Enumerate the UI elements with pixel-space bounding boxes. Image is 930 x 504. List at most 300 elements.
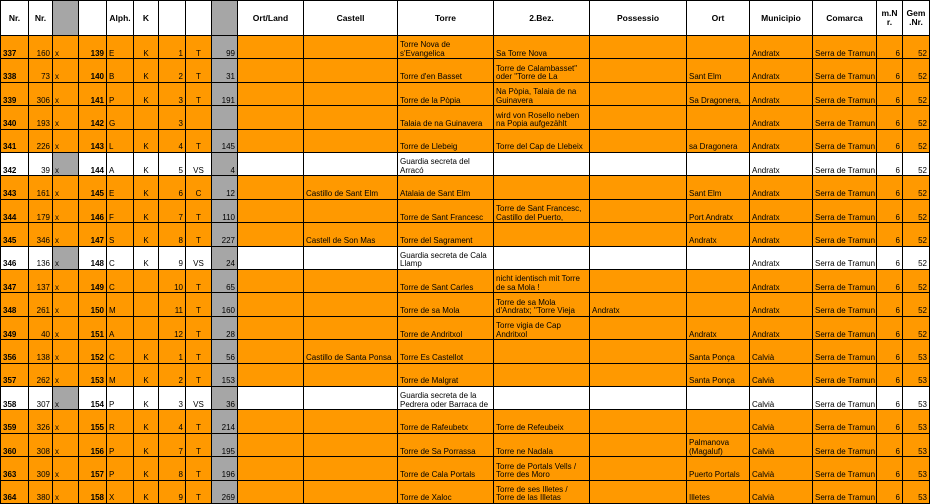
cell-torre[interactable] bbox=[398, 153, 494, 176]
cell-seq[interactable] bbox=[159, 481, 186, 504]
cell-nr-b[interactable] bbox=[29, 410, 53, 433]
header-ort-land[interactable] bbox=[238, 0, 304, 36]
cell-alph[interactable] bbox=[107, 153, 134, 176]
header-castell[interactable] bbox=[304, 0, 398, 36]
cell-type[interactable] bbox=[186, 457, 212, 480]
cell-k[interactable] bbox=[134, 481, 159, 504]
cell-torre[interactable] bbox=[398, 130, 494, 153]
cell-comarca[interactable] bbox=[813, 270, 877, 293]
cell-mark-a[interactable] bbox=[53, 176, 79, 199]
cell-nr-a[interactable] bbox=[0, 270, 29, 293]
header-municipio[interactable] bbox=[750, 0, 813, 36]
cell-type[interactable] bbox=[186, 410, 212, 433]
cell-ort[interactable] bbox=[687, 153, 750, 176]
cell-mark-b[interactable] bbox=[79, 83, 107, 106]
cell-bez2[interactable] bbox=[494, 176, 590, 199]
cell-nr-a[interactable] bbox=[0, 410, 29, 433]
cell-mnr[interactable] bbox=[877, 457, 903, 480]
cell-mnr[interactable] bbox=[877, 130, 903, 153]
cell-ort[interactable] bbox=[687, 387, 750, 410]
cell-ort-land[interactable] bbox=[238, 223, 304, 246]
cell-nr-b[interactable] bbox=[29, 340, 53, 363]
cell-castell[interactable] bbox=[304, 270, 398, 293]
cell-nr-b[interactable] bbox=[29, 317, 53, 340]
cell-code[interactable] bbox=[212, 481, 238, 504]
cell-type[interactable] bbox=[186, 223, 212, 246]
cell-code[interactable] bbox=[212, 130, 238, 153]
cell-comarca[interactable] bbox=[813, 83, 877, 106]
cell-mark-b[interactable] bbox=[79, 317, 107, 340]
cell-nr-a[interactable] bbox=[0, 153, 29, 176]
cell-mark-a[interactable] bbox=[53, 153, 79, 176]
cell-code[interactable] bbox=[212, 247, 238, 270]
cell-k[interactable] bbox=[134, 434, 159, 457]
cell-torre[interactable] bbox=[398, 270, 494, 293]
cell-ort[interactable] bbox=[687, 340, 750, 363]
header-gemnr[interactable] bbox=[903, 0, 930, 36]
cell-mnr[interactable] bbox=[877, 293, 903, 316]
cell-comarca[interactable] bbox=[813, 364, 877, 387]
cell-alph[interactable] bbox=[107, 434, 134, 457]
header-type[interactable] bbox=[186, 0, 212, 36]
cell-k[interactable] bbox=[134, 387, 159, 410]
cell-castell[interactable] bbox=[304, 200, 398, 223]
cell-gemnr[interactable] bbox=[903, 340, 930, 363]
cell-mark-a[interactable] bbox=[53, 293, 79, 316]
header-code[interactable] bbox=[212, 0, 238, 36]
cell-nr-a[interactable] bbox=[0, 434, 29, 457]
cell-comarca[interactable] bbox=[813, 340, 877, 363]
cell-bez2[interactable] bbox=[494, 223, 590, 246]
cell-ort-land[interactable] bbox=[238, 410, 304, 433]
cell-comarca[interactable] bbox=[813, 387, 877, 410]
cell-code[interactable] bbox=[212, 200, 238, 223]
cell-castell[interactable] bbox=[304, 434, 398, 457]
cell-ort-land[interactable] bbox=[238, 106, 304, 129]
header-ort[interactable] bbox=[687, 0, 750, 36]
cell-bez2[interactable] bbox=[494, 247, 590, 270]
cell-type[interactable] bbox=[186, 340, 212, 363]
header-torre[interactable] bbox=[398, 0, 494, 36]
cell-torre[interactable] bbox=[398, 223, 494, 246]
cell-castell[interactable] bbox=[304, 364, 398, 387]
cell-gemnr[interactable] bbox=[903, 247, 930, 270]
cell-municipio[interactable] bbox=[750, 457, 813, 480]
cell-k[interactable] bbox=[134, 270, 159, 293]
cell-seq[interactable] bbox=[159, 387, 186, 410]
cell-k[interactable] bbox=[134, 457, 159, 480]
cell-possessio[interactable] bbox=[590, 317, 687, 340]
cell-torre[interactable] bbox=[398, 387, 494, 410]
cell-nr-b[interactable] bbox=[29, 434, 53, 457]
cell-type[interactable] bbox=[186, 153, 212, 176]
cell-type[interactable] bbox=[186, 59, 212, 82]
cell-municipio[interactable] bbox=[750, 317, 813, 340]
cell-comarca[interactable] bbox=[813, 247, 877, 270]
header-nr-b[interactable] bbox=[29, 0, 53, 36]
cell-comarca[interactable] bbox=[813, 457, 877, 480]
cell-torre[interactable] bbox=[398, 200, 494, 223]
cell-bez2[interactable] bbox=[494, 153, 590, 176]
cell-possessio[interactable] bbox=[590, 130, 687, 153]
cell-bez2[interactable] bbox=[494, 36, 590, 59]
cell-nr-b[interactable] bbox=[29, 270, 53, 293]
cell-alph[interactable] bbox=[107, 247, 134, 270]
cell-bez2[interactable] bbox=[494, 83, 590, 106]
cell-castell[interactable] bbox=[304, 410, 398, 433]
cell-torre[interactable] bbox=[398, 340, 494, 363]
cell-possessio[interactable] bbox=[590, 106, 687, 129]
cell-type[interactable] bbox=[186, 36, 212, 59]
cell-nr-a[interactable] bbox=[0, 83, 29, 106]
cell-bez2[interactable] bbox=[494, 270, 590, 293]
cell-bez2[interactable] bbox=[494, 106, 590, 129]
cell-mark-a[interactable] bbox=[53, 59, 79, 82]
cell-ort-land[interactable] bbox=[238, 270, 304, 293]
cell-alph[interactable] bbox=[107, 106, 134, 129]
cell-ort[interactable] bbox=[687, 200, 750, 223]
cell-code[interactable] bbox=[212, 153, 238, 176]
cell-type[interactable] bbox=[186, 130, 212, 153]
cell-comarca[interactable] bbox=[813, 481, 877, 504]
cell-seq[interactable] bbox=[159, 434, 186, 457]
header-mark-b[interactable] bbox=[79, 0, 107, 36]
cell-type[interactable] bbox=[186, 270, 212, 293]
cell-nr-a[interactable] bbox=[0, 130, 29, 153]
cell-bez2[interactable] bbox=[494, 410, 590, 433]
header-nr-a[interactable] bbox=[0, 0, 29, 36]
cell-municipio[interactable] bbox=[750, 83, 813, 106]
cell-alph[interactable] bbox=[107, 387, 134, 410]
cell-possessio[interactable] bbox=[590, 153, 687, 176]
cell-mark-b[interactable] bbox=[79, 364, 107, 387]
cell-possessio[interactable] bbox=[590, 200, 687, 223]
cell-nr-b[interactable] bbox=[29, 36, 53, 59]
cell-possessio[interactable] bbox=[590, 481, 687, 504]
cell-ort[interactable] bbox=[687, 457, 750, 480]
cell-mark-b[interactable] bbox=[79, 247, 107, 270]
cell-code[interactable] bbox=[212, 293, 238, 316]
cell-mark-a[interactable] bbox=[53, 270, 79, 293]
cell-possessio[interactable] bbox=[590, 270, 687, 293]
cell-seq[interactable] bbox=[159, 176, 186, 199]
cell-nr-a[interactable] bbox=[0, 200, 29, 223]
cell-comarca[interactable] bbox=[813, 410, 877, 433]
cell-torre[interactable] bbox=[398, 364, 494, 387]
cell-type[interactable] bbox=[186, 434, 212, 457]
cell-nr-b[interactable] bbox=[29, 59, 53, 82]
cell-torre[interactable] bbox=[398, 481, 494, 504]
cell-nr-a[interactable] bbox=[0, 106, 29, 129]
cell-ort[interactable] bbox=[687, 434, 750, 457]
cell-type[interactable] bbox=[186, 83, 212, 106]
cell-mark-a[interactable] bbox=[53, 200, 79, 223]
cell-code[interactable] bbox=[212, 223, 238, 246]
cell-k[interactable] bbox=[134, 317, 159, 340]
cell-ort[interactable] bbox=[687, 247, 750, 270]
cell-possessio[interactable] bbox=[590, 457, 687, 480]
cell-mark-a[interactable] bbox=[53, 387, 79, 410]
cell-nr-a[interactable] bbox=[0, 364, 29, 387]
cell-mnr[interactable] bbox=[877, 176, 903, 199]
cell-gemnr[interactable] bbox=[903, 153, 930, 176]
cell-nr-b[interactable] bbox=[29, 293, 53, 316]
cell-municipio[interactable] bbox=[750, 247, 813, 270]
cell-mark-b[interactable] bbox=[79, 410, 107, 433]
cell-nr-a[interactable] bbox=[0, 481, 29, 504]
cell-nr-a[interactable] bbox=[0, 247, 29, 270]
cell-mark-a[interactable] bbox=[53, 247, 79, 270]
cell-bez2[interactable] bbox=[494, 457, 590, 480]
cell-alph[interactable] bbox=[107, 410, 134, 433]
cell-torre[interactable] bbox=[398, 106, 494, 129]
cell-comarca[interactable] bbox=[813, 59, 877, 82]
cell-nr-b[interactable] bbox=[29, 153, 53, 176]
cell-possessio[interactable] bbox=[590, 387, 687, 410]
cell-possessio[interactable] bbox=[590, 340, 687, 363]
cell-municipio[interactable] bbox=[750, 364, 813, 387]
cell-mnr[interactable] bbox=[877, 434, 903, 457]
cell-municipio[interactable] bbox=[750, 387, 813, 410]
cell-castell[interactable] bbox=[304, 59, 398, 82]
cell-mark-b[interactable] bbox=[79, 293, 107, 316]
cell-gemnr[interactable] bbox=[903, 293, 930, 316]
cell-mark-b[interactable] bbox=[79, 106, 107, 129]
cell-possessio[interactable] bbox=[590, 364, 687, 387]
cell-ort[interactable] bbox=[687, 364, 750, 387]
cell-alph[interactable] bbox=[107, 317, 134, 340]
cell-seq[interactable] bbox=[159, 200, 186, 223]
cell-mark-b[interactable] bbox=[79, 434, 107, 457]
cell-alph[interactable] bbox=[107, 176, 134, 199]
cell-gemnr[interactable] bbox=[903, 130, 930, 153]
cell-municipio[interactable] bbox=[750, 130, 813, 153]
cell-mnr[interactable] bbox=[877, 83, 903, 106]
cell-torre[interactable] bbox=[398, 176, 494, 199]
cell-bez2[interactable] bbox=[494, 293, 590, 316]
cell-k[interactable] bbox=[134, 176, 159, 199]
cell-ort[interactable] bbox=[687, 410, 750, 433]
cell-comarca[interactable] bbox=[813, 130, 877, 153]
cell-seq[interactable] bbox=[159, 83, 186, 106]
cell-ort-land[interactable] bbox=[238, 481, 304, 504]
cell-ort-land[interactable] bbox=[238, 247, 304, 270]
cell-nr-a[interactable] bbox=[0, 36, 29, 59]
cell-castell[interactable] bbox=[304, 340, 398, 363]
cell-alph[interactable] bbox=[107, 293, 134, 316]
cell-torre[interactable] bbox=[398, 457, 494, 480]
cell-possessio[interactable] bbox=[590, 410, 687, 433]
cell-torre[interactable] bbox=[398, 36, 494, 59]
cell-ort-land[interactable] bbox=[238, 387, 304, 410]
cell-code[interactable] bbox=[212, 270, 238, 293]
cell-seq[interactable] bbox=[159, 340, 186, 363]
cell-code[interactable] bbox=[212, 317, 238, 340]
cell-castell[interactable] bbox=[304, 247, 398, 270]
cell-municipio[interactable] bbox=[750, 176, 813, 199]
cell-code[interactable] bbox=[212, 434, 238, 457]
cell-k[interactable] bbox=[134, 36, 159, 59]
cell-torre[interactable] bbox=[398, 434, 494, 457]
cell-bez2[interactable] bbox=[494, 59, 590, 82]
cell-comarca[interactable] bbox=[813, 293, 877, 316]
cell-code[interactable] bbox=[212, 59, 238, 82]
header-bez2[interactable] bbox=[494, 0, 590, 36]
cell-municipio[interactable] bbox=[750, 270, 813, 293]
cell-k[interactable] bbox=[134, 364, 159, 387]
cell-castell[interactable] bbox=[304, 176, 398, 199]
cell-bez2[interactable] bbox=[494, 387, 590, 410]
cell-type[interactable] bbox=[186, 481, 212, 504]
cell-mark-b[interactable] bbox=[79, 130, 107, 153]
cell-nr-a[interactable] bbox=[0, 223, 29, 246]
cell-bez2[interactable] bbox=[494, 340, 590, 363]
cell-nr-b[interactable] bbox=[29, 130, 53, 153]
cell-comarca[interactable] bbox=[813, 223, 877, 246]
cell-comarca[interactable] bbox=[813, 106, 877, 129]
cell-k[interactable] bbox=[134, 223, 159, 246]
cell-gemnr[interactable] bbox=[903, 457, 930, 480]
cell-castell[interactable] bbox=[304, 317, 398, 340]
cell-nr-b[interactable] bbox=[29, 106, 53, 129]
cell-alph[interactable] bbox=[107, 481, 134, 504]
cell-k[interactable] bbox=[134, 130, 159, 153]
cell-castell[interactable] bbox=[304, 387, 398, 410]
cell-mnr[interactable] bbox=[877, 481, 903, 504]
cell-ort[interactable] bbox=[687, 223, 750, 246]
cell-mark-a[interactable] bbox=[53, 364, 79, 387]
cell-possessio[interactable] bbox=[590, 434, 687, 457]
cell-type[interactable] bbox=[186, 247, 212, 270]
cell-ort[interactable] bbox=[687, 270, 750, 293]
header-mark-a[interactable] bbox=[53, 0, 79, 36]
cell-nr-a[interactable] bbox=[0, 176, 29, 199]
cell-gemnr[interactable] bbox=[903, 364, 930, 387]
cell-municipio[interactable] bbox=[750, 106, 813, 129]
cell-seq[interactable] bbox=[159, 270, 186, 293]
cell-alph[interactable] bbox=[107, 83, 134, 106]
cell-ort[interactable] bbox=[687, 59, 750, 82]
cell-mnr[interactable] bbox=[877, 387, 903, 410]
cell-seq[interactable] bbox=[159, 364, 186, 387]
cell-municipio[interactable] bbox=[750, 434, 813, 457]
cell-nr-a[interactable] bbox=[0, 59, 29, 82]
cell-mnr[interactable] bbox=[877, 106, 903, 129]
cell-nr-a[interactable] bbox=[0, 457, 29, 480]
header-seq[interactable] bbox=[159, 0, 186, 36]
cell-ort-land[interactable] bbox=[238, 364, 304, 387]
cell-alph[interactable] bbox=[107, 130, 134, 153]
cell-possessio[interactable] bbox=[590, 83, 687, 106]
cell-mark-a[interactable] bbox=[53, 410, 79, 433]
cell-castell[interactable] bbox=[304, 223, 398, 246]
cell-nr-b[interactable] bbox=[29, 200, 53, 223]
cell-gemnr[interactable] bbox=[903, 434, 930, 457]
cell-mark-b[interactable] bbox=[79, 153, 107, 176]
cell-gemnr[interactable] bbox=[903, 36, 930, 59]
cell-nr-b[interactable] bbox=[29, 387, 53, 410]
cell-mnr[interactable] bbox=[877, 59, 903, 82]
cell-bez2[interactable] bbox=[494, 434, 590, 457]
cell-mark-b[interactable] bbox=[79, 387, 107, 410]
cell-torre[interactable] bbox=[398, 293, 494, 316]
cell-ort-land[interactable] bbox=[238, 457, 304, 480]
cell-mark-b[interactable] bbox=[79, 340, 107, 363]
cell-gemnr[interactable] bbox=[903, 481, 930, 504]
header-possessio[interactable] bbox=[590, 0, 687, 36]
cell-k[interactable] bbox=[134, 293, 159, 316]
cell-seq[interactable] bbox=[159, 317, 186, 340]
cell-castell[interactable] bbox=[304, 457, 398, 480]
cell-possessio[interactable] bbox=[590, 247, 687, 270]
cell-municipio[interactable] bbox=[750, 340, 813, 363]
cell-code[interactable] bbox=[212, 410, 238, 433]
cell-gemnr[interactable] bbox=[903, 387, 930, 410]
cell-ort[interactable] bbox=[687, 317, 750, 340]
cell-bez2[interactable] bbox=[494, 317, 590, 340]
cell-nr-b[interactable] bbox=[29, 223, 53, 246]
cell-gemnr[interactable] bbox=[903, 317, 930, 340]
cell-possessio[interactable] bbox=[590, 59, 687, 82]
cell-gemnr[interactable] bbox=[903, 176, 930, 199]
cell-seq[interactable] bbox=[159, 223, 186, 246]
cell-ort-land[interactable] bbox=[238, 200, 304, 223]
cell-seq[interactable] bbox=[159, 130, 186, 153]
cell-type[interactable] bbox=[186, 364, 212, 387]
cell-code[interactable] bbox=[212, 176, 238, 199]
cell-torre[interactable] bbox=[398, 83, 494, 106]
cell-ort[interactable] bbox=[687, 130, 750, 153]
cell-seq[interactable] bbox=[159, 457, 186, 480]
cell-bez2[interactable] bbox=[494, 481, 590, 504]
cell-possessio[interactable] bbox=[590, 293, 687, 316]
cell-code[interactable] bbox=[212, 387, 238, 410]
cell-ort-land[interactable] bbox=[238, 153, 304, 176]
cell-ort-land[interactable] bbox=[238, 59, 304, 82]
cell-alph[interactable] bbox=[107, 364, 134, 387]
cell-k[interactable] bbox=[134, 83, 159, 106]
cell-ort[interactable] bbox=[687, 106, 750, 129]
cell-municipio[interactable] bbox=[750, 481, 813, 504]
cell-seq[interactable] bbox=[159, 36, 186, 59]
header-comarca[interactable] bbox=[813, 0, 877, 36]
cell-alph[interactable] bbox=[107, 59, 134, 82]
cell-ort-land[interactable] bbox=[238, 317, 304, 340]
cell-gemnr[interactable] bbox=[903, 59, 930, 82]
cell-comarca[interactable] bbox=[813, 200, 877, 223]
cell-mark-a[interactable] bbox=[53, 83, 79, 106]
cell-seq[interactable] bbox=[159, 293, 186, 316]
cell-ort-land[interactable] bbox=[238, 176, 304, 199]
cell-seq[interactable] bbox=[159, 247, 186, 270]
cell-mnr[interactable] bbox=[877, 247, 903, 270]
cell-mark-b[interactable] bbox=[79, 36, 107, 59]
cell-municipio[interactable] bbox=[750, 223, 813, 246]
cell-municipio[interactable] bbox=[750, 59, 813, 82]
cell-type[interactable] bbox=[186, 106, 212, 129]
cell-municipio[interactable] bbox=[750, 36, 813, 59]
cell-code[interactable] bbox=[212, 83, 238, 106]
cell-nr-a[interactable] bbox=[0, 387, 29, 410]
cell-mark-b[interactable] bbox=[79, 59, 107, 82]
cell-ort[interactable] bbox=[687, 293, 750, 316]
cell-k[interactable] bbox=[134, 153, 159, 176]
cell-k[interactable] bbox=[134, 410, 159, 433]
cell-mark-b[interactable] bbox=[79, 481, 107, 504]
cell-torre[interactable] bbox=[398, 410, 494, 433]
cell-bez2[interactable] bbox=[494, 130, 590, 153]
cell-municipio[interactable] bbox=[750, 153, 813, 176]
